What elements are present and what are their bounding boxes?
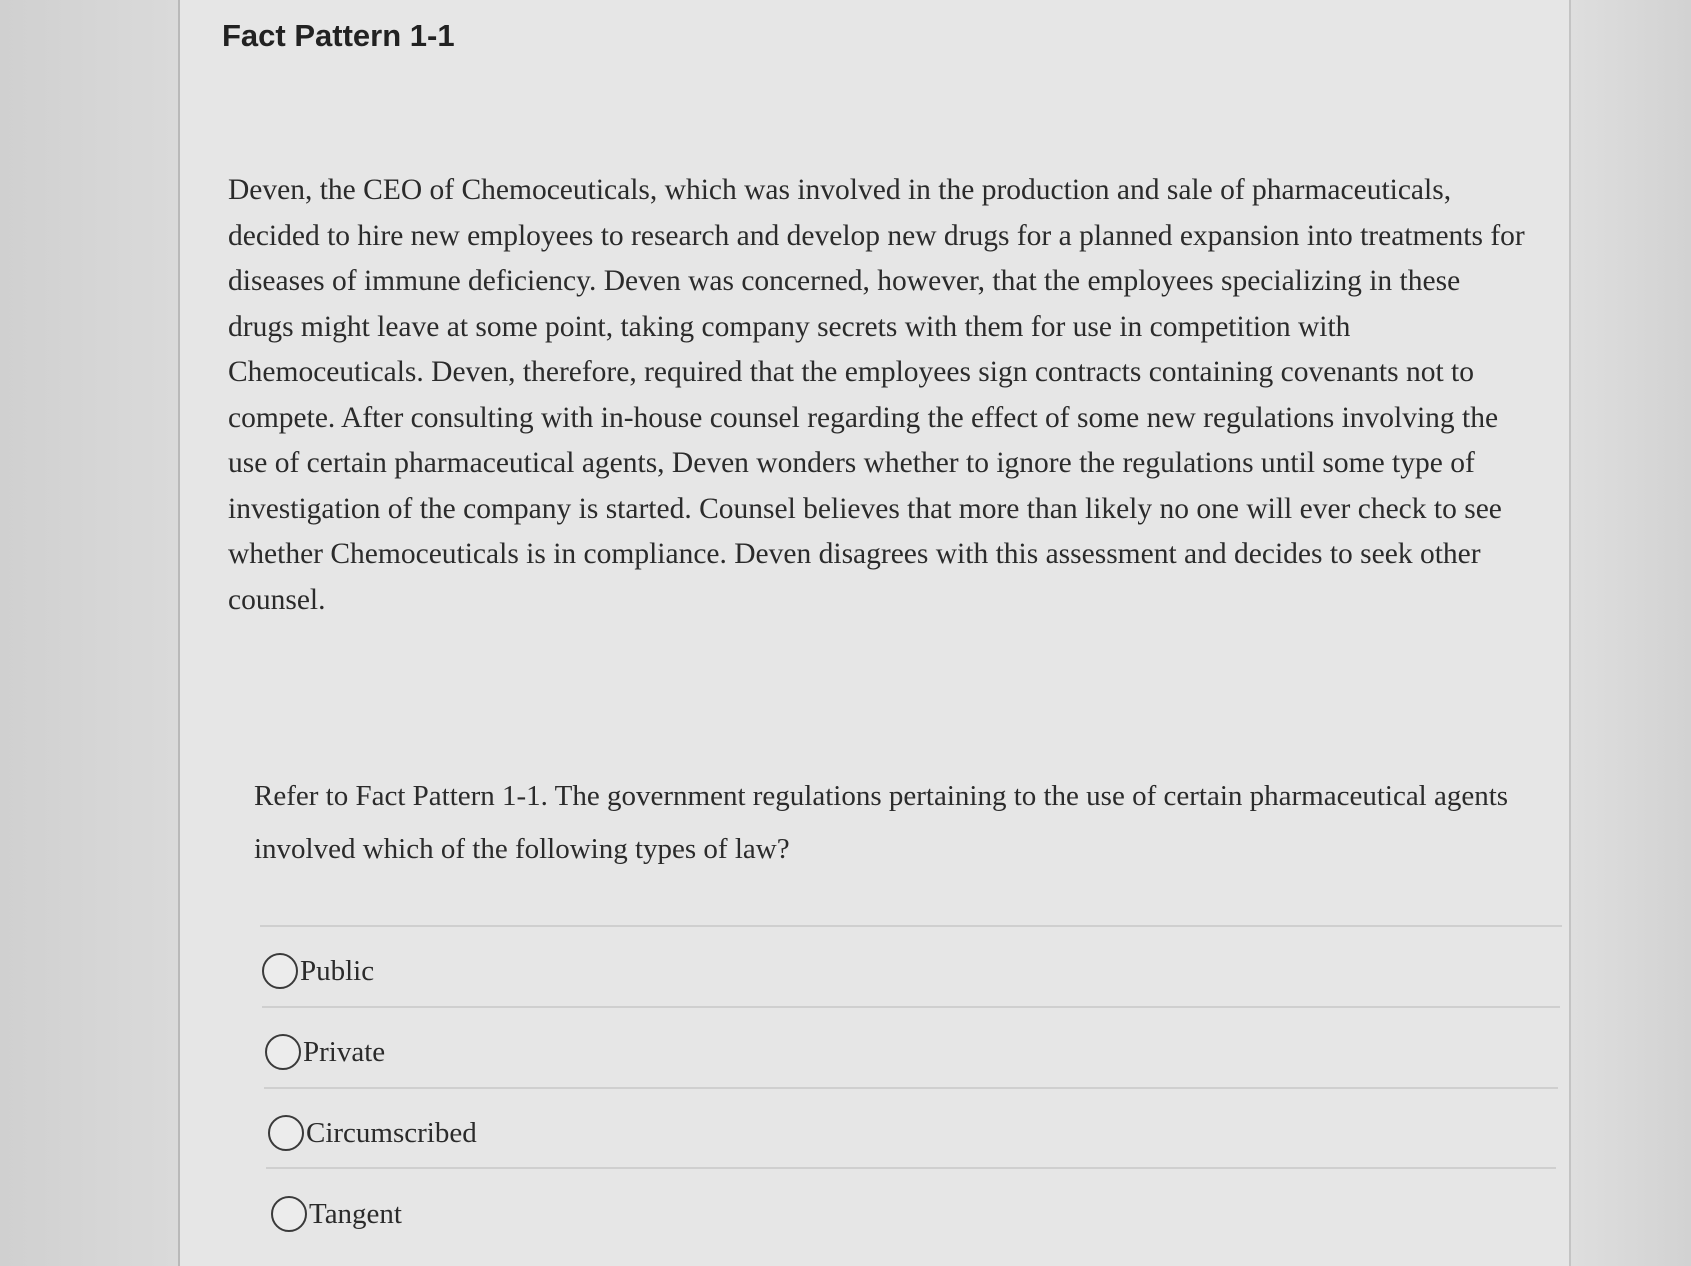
option-tangent[interactable] <box>271 1196 402 1232</box>
radio-circle-icon[interactable] <box>262 953 298 989</box>
divider <box>266 1167 1556 1169</box>
option-public[interactable] <box>262 953 374 989</box>
option-circumscribed[interactable] <box>268 1115 477 1151</box>
option-label[interactable]: Private <box>303 1035 386 1068</box>
background-left <box>0 0 178 1266</box>
option-label[interactable]: Circumscribed <box>306 1116 477 1149</box>
option-label[interactable]: Public <box>300 954 375 987</box>
question-card <box>178 0 1571 1266</box>
fact-pattern-title: Fact Pattern 1-1 <box>222 18 455 53</box>
option-label[interactable]: Tangent <box>309 1197 402 1230</box>
option-private[interactable] <box>265 1034 385 1070</box>
divider <box>260 925 1562 927</box>
radio-circle-icon[interactable] <box>268 1115 304 1151</box>
radio-circle-icon[interactable] <box>271 1196 307 1232</box>
divider <box>262 1006 1560 1008</box>
question-text: Refer to Fact Pattern 1-1. The government regulations pertaining to the use of certain pharmaceutical agents involved which of the following types of law? <box>254 780 1509 865</box>
divider <box>264 1087 1558 1089</box>
fact-pattern-body: Deven, the CEO of Chemoceuticals, which was involved in the production and sale of pharmaceuticals, decided to hire new employees to research and develop new drugs for a planned expansion into treatments for diseases of immune deficiency. Deven was concerned, however, that the employees specializing in these drugs might leave at some point, taking company secrets with them for use in competition with Chemoceuticals. Deven, therefore, required that the employees sign contracts containing covenants not to compete. After consulting with in-house counsel regarding the effect of some new regulations involving the use of certain pharmaceutical agents, Deven wonders whether to ignore the regulations until some type of investigation of the company is started. Counsel believes that more than likely no one will ever check to see whether Chemoceuticals is in compliance. Deven disagrees with this assessment and decides to seek other counsel. <box>228 174 1525 616</box>
radio-circle-icon[interactable] <box>265 1034 301 1070</box>
background-right <box>1571 0 1691 1266</box>
